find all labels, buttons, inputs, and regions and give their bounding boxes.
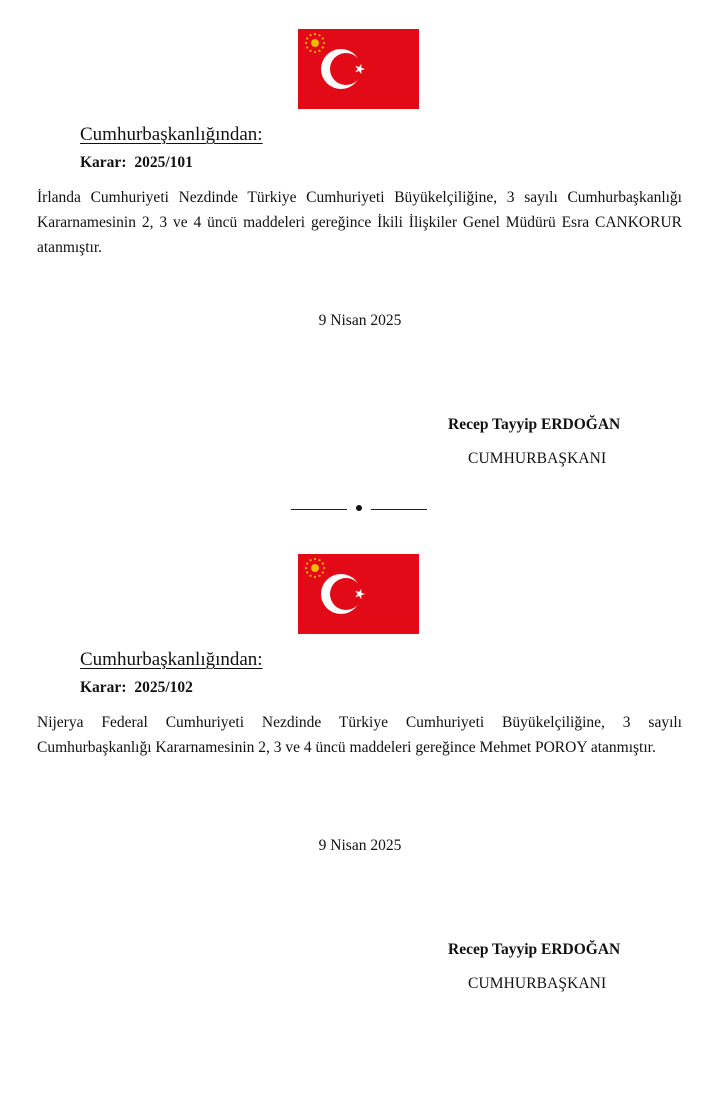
issuer-heading: Cumhurbaşkanlığından: xyxy=(80,649,263,670)
decree-date: 9 Nisan 2025 xyxy=(318,312,402,329)
decree-number xyxy=(80,679,193,697)
decree-number-value: 2025/102 xyxy=(134,679,193,696)
issuer-heading: Cumhurbaşkanlığından: xyxy=(80,124,263,145)
signatory-name: Recep Tayyip ERDOĞAN xyxy=(448,416,621,433)
signatory-title: CUMHURBAŞKANI xyxy=(468,975,607,992)
decree-body: İrlanda Cumhuriyeti Nezdinde Türkiye Cumhuriyeti Büyükelçiliğine, 3 sayılı Cumhurbaşkanlığı Kararnamesinin 2, 3 ve 4 üncü maddeleri gereğince İkili İlişkiler Genel Müdürü Esra CANKORUR atanmıştır. xyxy=(37,189,682,256)
flag-graphic xyxy=(298,554,419,634)
decree-number-value: 2025/101 xyxy=(134,154,193,171)
decree-body: Nijerya Federal Cumhuriyeti Nezdinde Türkiye Cumhuriyeti Büyükelçiliğine, 3 sayılı Cumhurbaşkanlığı Kararnamesinin 2, 3 ve 4 üncü maddeleri gereğince Mehmet POROY atanmıştır. xyxy=(37,714,682,756)
turkish-flag-icon xyxy=(298,29,419,109)
decree-label: Karar: xyxy=(80,679,127,696)
decree-separator xyxy=(291,498,431,518)
decree-number xyxy=(80,154,193,172)
separator-line-right xyxy=(371,509,427,510)
signatory-name: Recep Tayyip ERDOĞAN xyxy=(448,941,621,958)
decree-label: Karar: xyxy=(80,154,127,171)
decree-date: 9 Nisan 2025 xyxy=(318,837,402,854)
signatory-title: CUMHURBAŞKANI xyxy=(468,450,607,467)
separator-line-left xyxy=(291,509,347,510)
flag-graphic xyxy=(298,29,419,109)
turkish-flag-icon xyxy=(298,554,419,634)
separator-dot-icon xyxy=(356,505,362,511)
